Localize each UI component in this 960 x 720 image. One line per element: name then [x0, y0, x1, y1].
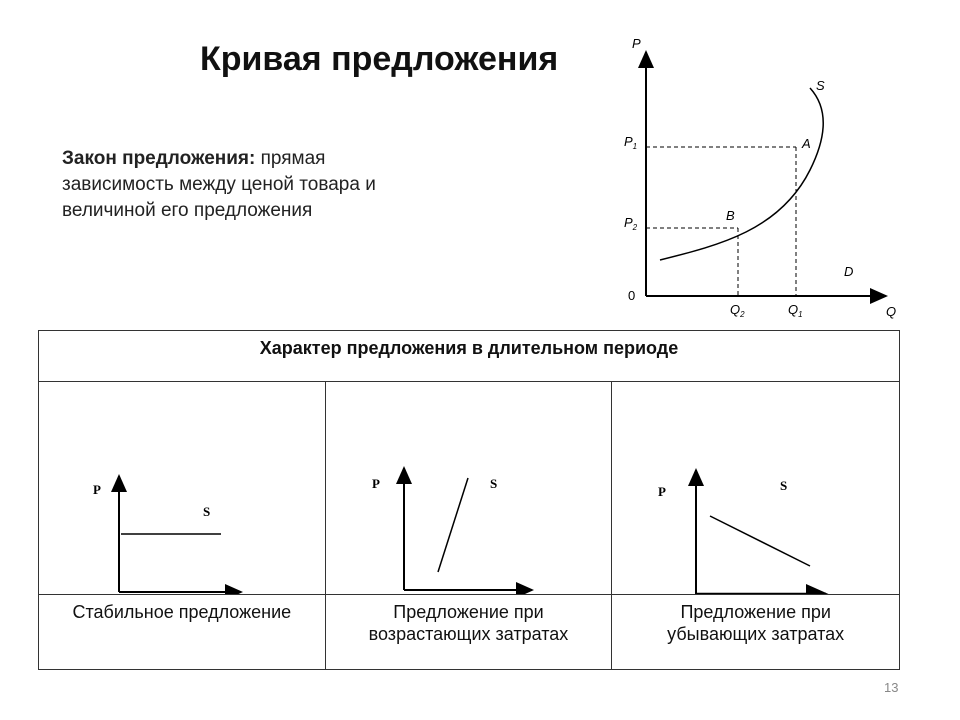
- q1-label: $Q_1$: [788, 302, 803, 319]
- p1-label: $P_1$: [624, 134, 638, 151]
- mini-plot-increasing: [326, 382, 613, 594]
- origin-label: 0: [628, 288, 636, 303]
- table-header: Характер предложения в длительном периоде: [39, 331, 900, 382]
- slide-title: Кривая предложения: [200, 40, 559, 78]
- supply-curve: [660, 88, 823, 260]
- supply-line-steep: [438, 478, 468, 572]
- caption-stable: Стабильное предложение: [39, 595, 326, 670]
- caption-decreasing: Предложение при убывающих затратах: [612, 595, 900, 670]
- plot-cell-stable: [39, 382, 326, 595]
- caption-increasing: Предложение при возрастающих затратах: [325, 595, 612, 670]
- mini-axis-y: P: [658, 484, 667, 499]
- law-definition: прямая зависимость между ценой товара и величиной его предложения: [62, 148, 376, 221]
- p2-label: $P_2$: [624, 215, 638, 232]
- mini-axis-y: P: [93, 482, 101, 497]
- mini-curve-label: S: [780, 478, 788, 493]
- long-run-supply-table: [38, 330, 900, 670]
- plot-cell-decreasing: [612, 382, 900, 595]
- axis-x-label: Q: [886, 304, 897, 319]
- point-b-label: B: [726, 208, 735, 223]
- axis-y-label: P: [632, 36, 641, 51]
- main-supply-diagram: [600, 30, 910, 330]
- point-a-label: A: [802, 136, 811, 151]
- plot-cell-increasing: [325, 382, 612, 595]
- law-label: Закон предложения:: [62, 148, 256, 169]
- supply-line-downward: [710, 516, 810, 566]
- law-of-supply-text: [62, 146, 382, 224]
- mini-curve-label: S: [489, 476, 497, 491]
- mini-curve-label: S: [203, 504, 211, 519]
- mini-axis-y: P: [371, 476, 380, 491]
- q2-label: $Q_2$: [730, 302, 745, 319]
- page-number: 13: [884, 680, 899, 695]
- mini-plot-decreasing: [612, 382, 900, 594]
- mini-plot-stable: [39, 382, 326, 594]
- d-label: D: [844, 264, 854, 279]
- curve-s-label: S: [816, 78, 825, 93]
